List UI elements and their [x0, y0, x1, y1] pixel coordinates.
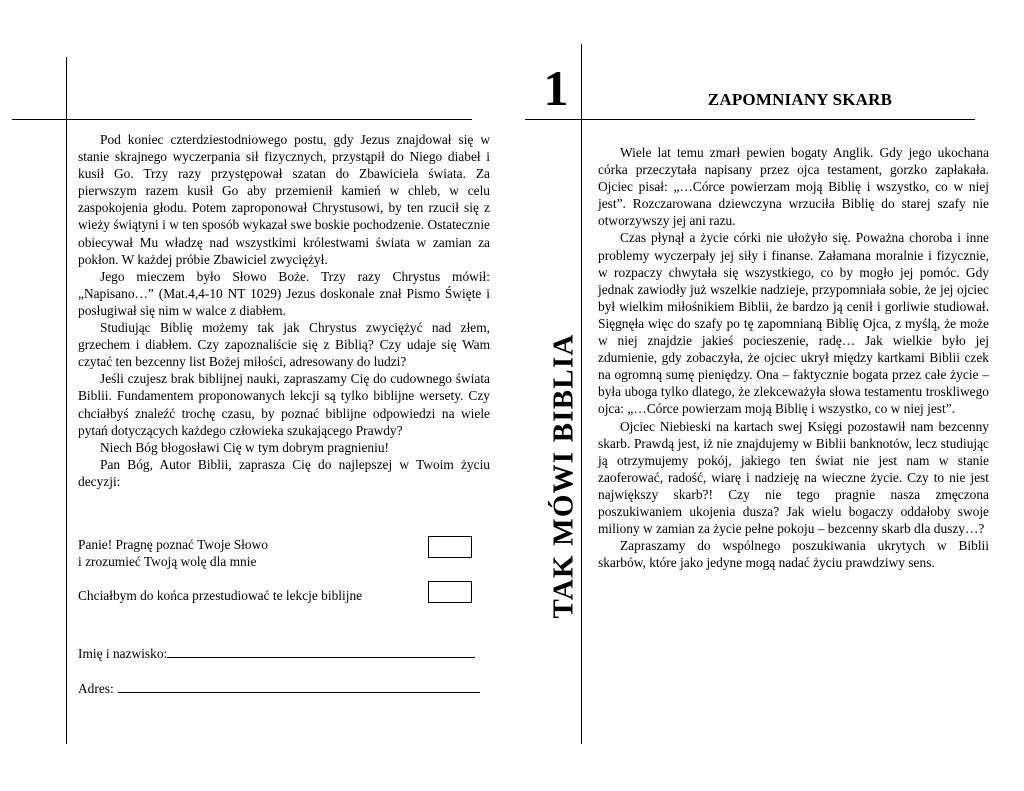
- series-title-vertical: TAK MÓWI BIBLIA: [547, 333, 580, 619]
- left-paragraph: Pan Bóg, Autor Biblii, zaprasza Cię do najlepszej w Twoim życiu decyzji:: [78, 456, 490, 489]
- name-field-row: [78, 643, 475, 662]
- left-paragraph: Jego mieczem było Słowo Boże. Trzy razy Chrystus mówił: „Napisano…” (Mat.4,4-10 NT 1029) Jezus doskonale znał Pismo Święte i posługiwał się nim w walce z diabłem.: [78, 268, 490, 318]
- left-margin-line: [66, 57, 67, 744]
- left-header-rule: [12, 119, 472, 120]
- right-header-rule: [525, 119, 975, 120]
- right-column: [598, 144, 989, 571]
- left-paragraph: Jeśli czujesz brak biblijnej nauki, zapraszamy Cię do cudownego świata Biblii. Fundamentem proponowanych lekcji są tylko biblijne wersety. Czy chciałbyś znaleźć trochę czasu, by poznać biblijne odpowiedzi na wiele pytań dotyczących każdego człowieka szukającego Prawdy?: [78, 371, 490, 438]
- option1-label: [78, 536, 268, 570]
- left-column: [78, 131, 490, 490]
- left-paragraph: Studiując Biblię możemy tak jak Chrystus zwyciężyć nad złem, grzechem i diabłem. Czy zapoznaliście się z Biblią? Czy udaje się Wam czytać ten bezcenny list Bożej miłości, adresowany do ludzi?: [78, 320, 490, 370]
- name-field[interactable]: [167, 643, 475, 658]
- address-field[interactable]: [118, 678, 480, 693]
- right-paragraph: Zapraszamy do wspólnego poszukiwania ukrytych w Biblii skarbów, które jako jedyne mogą nadać życiu prawdziwy sens.: [598, 538, 989, 571]
- option1-checkbox[interactable]: [428, 536, 472, 558]
- address-label: Adres:: [78, 681, 114, 696]
- option2-checkbox[interactable]: [428, 581, 472, 603]
- address-field-row: [78, 678, 480, 697]
- right-paragraph: Wiele lat temu zmarł pewien bogaty Anglik. Gdy jego ukochana córka przeczytała napisany przez ojca testament, gorzko zapłakała. Ojciec pisał: „…Córce powierzam moją Biblię i wszystko, co w niej jest”. Rozczarowana dziewczyna wrzuciła Biblię do starej szafy nie otworzywszy jej ani razu.: [598, 145, 989, 229]
- option1-line1: Panie! Pragnę poznać Twoje Słowo: [78, 537, 268, 552]
- option1-line2: i zrozumieć Twoją wolę dla mnie: [78, 554, 257, 570]
- left-paragraph: Niech Bóg błogosławi Cię w tym dobrym pragnieniu!: [100, 439, 389, 455]
- right-paragraph: Ojciec Niebieski na kartach swej Księgi pozostawił nam bezcenny skarb. Prawdą jest, iż nie znajdujemy w Biblii banknotów, lecz studiując ją otrzymujemy pokój, jakiego ten świat nie jest nam w stanie zaoferować, radość, wiarę i nadzieję na wieczne życie. Czy to nie jest największy skarb?! Czy nie tego pragnie nasza zmęczona poszukiwaniem ukojenia dusza? Jak wielu bogaczy oddałoby swoje miliony w zamian za życie pełne pokoju – bezcenny skarb dla duszy…?: [598, 418, 989, 537]
- page-number: 1: [543, 60, 569, 116]
- option2-label: Chciałbym do końca przestudiować te lekcje biblijne: [78, 588, 363, 603]
- name-label: Imię i nazwisko:: [78, 646, 168, 661]
- article-title: ZAPOMNIANY SKARB: [707, 90, 893, 109]
- right-paragraph: Czas płynął a życie córki nie ułożyło się. Poważna choroba i inne problemy wyczerpały jej siły i finanse. Załamana moralnie i fizycznie, w rozpaczy chwytała się wszystkiego, co by mogło jej pomóc. Gdy jednak zawiodły już wszelkie nadzieje, przypomniała sobie, że jej ojciec był wielkim miłośnikiem Biblii, że bardzo ją cenił i gorliwie studiował. Sięgnęła więc do szafy po tę zapomnianą Biblię Ojca, z myślą, że może w niej znajdzie jakieś pocieszenie, radę… Jak wielkie było jej zdumienie, gdy zobaczyła, że ojciec ukrył między kartkami Biblii czek na ogromną sumę pieniędzy. Ona – faktycznie bogata przez całe życie – była uboga tylko dlatego, że zlekceważyła słowa testamentu troskliwego ojca: „…Córce powierzam moją Biblię i wszystko, co w niej jest”.: [598, 230, 989, 417]
- left-paragraph: Pod koniec czterdziestodniowego postu, gdy Jezus znajdował się w stanie skrajnego wyczerpania sił fizycznych, przystąpił do Niego diabeł i kusił Go. Trzy razy przystępował szatan do Zbawiciela świata. Za pierwszym razem kusił Go aby przemienił kamień w chleb, w celu zaspokojenia głodu. Potem zaproponował Chrystusowi, by ten rzucił się z wieży świątyni i w ten sposób wykazał swe boskie pochodzenie. Ostatecznie obiecywał Mu władzę nad wszystkimi królestwami świata w zamian za pokłon. W każdej próbie Zbawiciel zwyciężył.: [78, 132, 490, 267]
- center-fold-line: [581, 44, 582, 744]
